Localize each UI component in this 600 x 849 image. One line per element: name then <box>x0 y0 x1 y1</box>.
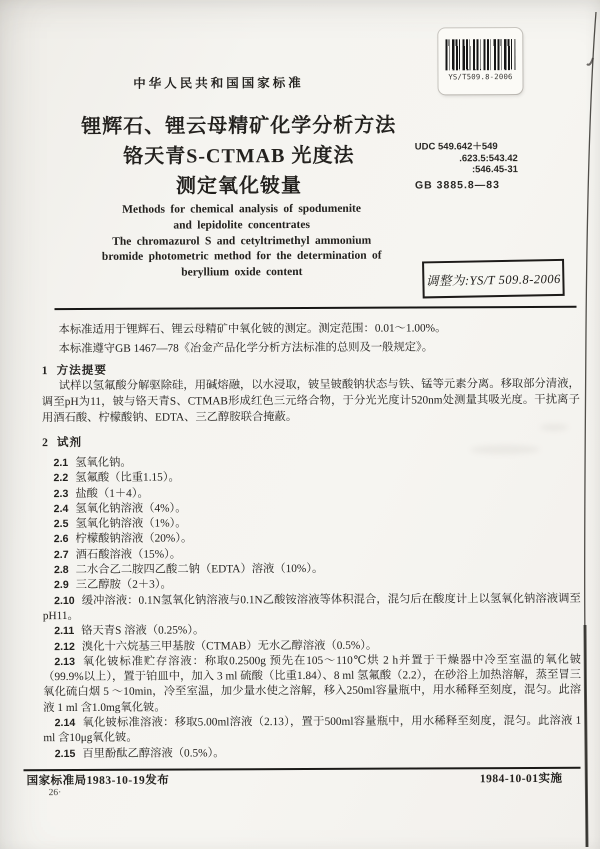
scope-line-2: 本标准遵守GB 1467—78《冶金产品化学分析方法标准的总则及一般规定》。 <box>58 341 434 356</box>
reagent-text: 二水合乙二胺四乙酸二钠（EDTA）溶液（10%）。 <box>75 562 324 577</box>
footer-implemented-date: 1984-10-01实施 <box>479 772 563 786</box>
reagent-text: 铬天青S 溶液（0.25%）。 <box>81 624 205 638</box>
method-summary-paragraph: 试样以氢氟酸分解驱除硅，用碱熔融，以水浸取，铍呈铍酸钠状态与铁、锰等元素分离。移取部分清液，调至pH为11，铍与铬天青S、CTMAB形成红色三元络合物，于分光光度计520nm处测量其吸光度。干扰离子用酒石酸、柠檬酸钠、EDTA、三乙醇胺联合掩蔽。 <box>41 377 580 425</box>
reagent-number: 2.3 <box>53 487 69 500</box>
reagent-item <box>43 653 581 717</box>
section-2-number: 2 <box>42 436 48 450</box>
standard-number: GB 3885.8—83 <box>414 178 500 191</box>
reagent-text: 酒石酸溶液（15%）。 <box>75 548 182 561</box>
title-line-1: 锂辉石、锂云母精矿化学分析方法 <box>81 114 397 138</box>
reagent-text: 百里酚酞乙醇溶液（0.5%）。 <box>82 746 225 760</box>
scope-statement <box>42 319 579 359</box>
section-2-title: 试剂 <box>56 435 83 450</box>
reagent-text: 柠檬酸钠溶液（20%）。 <box>75 532 193 546</box>
reagent-number: 2.11 <box>54 625 75 638</box>
footer-issued-date: 国家标准局1983-10-19发布 <box>26 774 170 788</box>
top-divider-rule <box>54 306 576 311</box>
section-1-heading <box>42 361 107 379</box>
national-standard-header: 中华人民共和国国家标准 <box>133 75 304 91</box>
document-title <box>49 110 429 202</box>
english-title-line-3: The chromazurol S and cetyltrimethyl ammonium <box>112 234 372 248</box>
english-title-line-4: bromide photometric method for the determination of <box>101 250 382 264</box>
section-1-number: 1 <box>41 364 48 378</box>
page-number: 26· <box>48 788 62 799</box>
reagent-number: 2.8 <box>53 564 69 577</box>
scope-line-1: 本标准适用于锂辉石、锂云母精矿中氧化铍的测定。测定范围：0.01～1.00%。 <box>58 322 447 337</box>
reagent-text: 氢氧化钠溶液（4%）。 <box>75 502 187 515</box>
barcode-icon <box>445 39 515 70</box>
reagent-number: 2.6 <box>53 533 69 546</box>
title-line-3: 测定氧化铍量 <box>175 174 303 198</box>
english-title-line-5: beryllium oxide content <box>181 266 303 279</box>
reagent-number: 2.12 <box>54 640 75 653</box>
reagent-item <box>43 744 581 762</box>
reagent-number: 2.2 <box>53 472 69 485</box>
reagent-item <box>43 714 581 747</box>
barcode-label: YS/T509.8-2006 <box>448 72 513 82</box>
english-title-line-2: and lepidolite concentrates <box>173 218 310 232</box>
reagent-text: 氢氟酸（比重1.15）。 <box>75 471 180 485</box>
barcode-sticker <box>438 28 522 94</box>
section-2-heading <box>42 433 82 451</box>
reagent-number: 2.10 <box>54 594 75 607</box>
reagent-text: 三乙醇胺（2＋3）。 <box>75 578 172 592</box>
reagent-text: 氢氧化钠溶液（1%）。 <box>75 517 187 531</box>
reagent-number: 2.4 <box>53 502 69 515</box>
section-1-title: 方法提要 <box>56 363 107 378</box>
udc-classification <box>415 141 518 191</box>
udc-line-3: :546.45-31 <box>471 164 518 176</box>
scan-smudge <box>470 445 540 454</box>
reagent-number: 2.15 <box>54 747 76 760</box>
udc-line-2: .623.5:543.42 <box>459 152 518 164</box>
english-title-line-1: Methods for chemical analysis of spodumenite <box>122 202 361 216</box>
reagent-number: 2.13 <box>54 655 75 668</box>
title-line-2: 铬天青S-CTMAB 光度法 <box>123 144 355 168</box>
reagent-number: 2.1 <box>53 457 69 470</box>
reagent-number: 2.5 <box>53 518 69 531</box>
reagent-text: 氧化铍标准溶液：移取5.00ml溶液（2.13），置于500ml容量瓶中，用水稀释至刻度，混匀。此溶液 1 ml 含10μg氧化铍。 <box>43 714 582 745</box>
udc-line-1: UDC 549.642＋549 <box>414 141 498 153</box>
reagent-list <box>42 454 581 762</box>
reagent-number: 2.9 <box>53 579 69 592</box>
reagent-text: 氢氧化钠。 <box>75 456 132 469</box>
reagent-text: 氧化铍标准贮存溶液：称取0.2500g 预先在105～110℃烘 2 h并置于干燥器中冷至室温的氧化铍（99.9%以上），置于铂皿中，加入 3 ml 硫酸（比重1.84）、8 ml 氢氟酸（2.2），在砂浴上加热溶解，蒸至冒三氧化硫白烟 5 ～10min，冷至室温，加少量水使之溶解，移入250ml容量瓶中，用水稀释至刻度，混匀。此溶液 1 ml 含1.0mg氧化铍。 <box>43 653 582 714</box>
scan-smudge <box>540 424 568 431</box>
reagent-number: 2.14 <box>54 717 76 730</box>
stamp-note-text: 调整为:YS/T 509.8-2006 <box>425 271 561 288</box>
english-title <box>54 201 429 282</box>
reagent-text: 盐酸（1＋4）。 <box>75 487 149 500</box>
reagent-text: 溴化十六烷基三甲基胺（CTMAB）无水乙醇溶液（0.5%）。 <box>81 639 378 653</box>
handwritten-adjustment-stamp <box>422 259 565 299</box>
reagent-number: 2.7 <box>53 548 69 561</box>
reagent-text: 缓冲溶液：0.1N氢氧化钠溶液与0.1N乙酸铵溶液等体积混合，混匀后在酸度计上以氢氧化钠溶液调至pH11。 <box>42 592 581 623</box>
reagent-item <box>43 591 581 624</box>
